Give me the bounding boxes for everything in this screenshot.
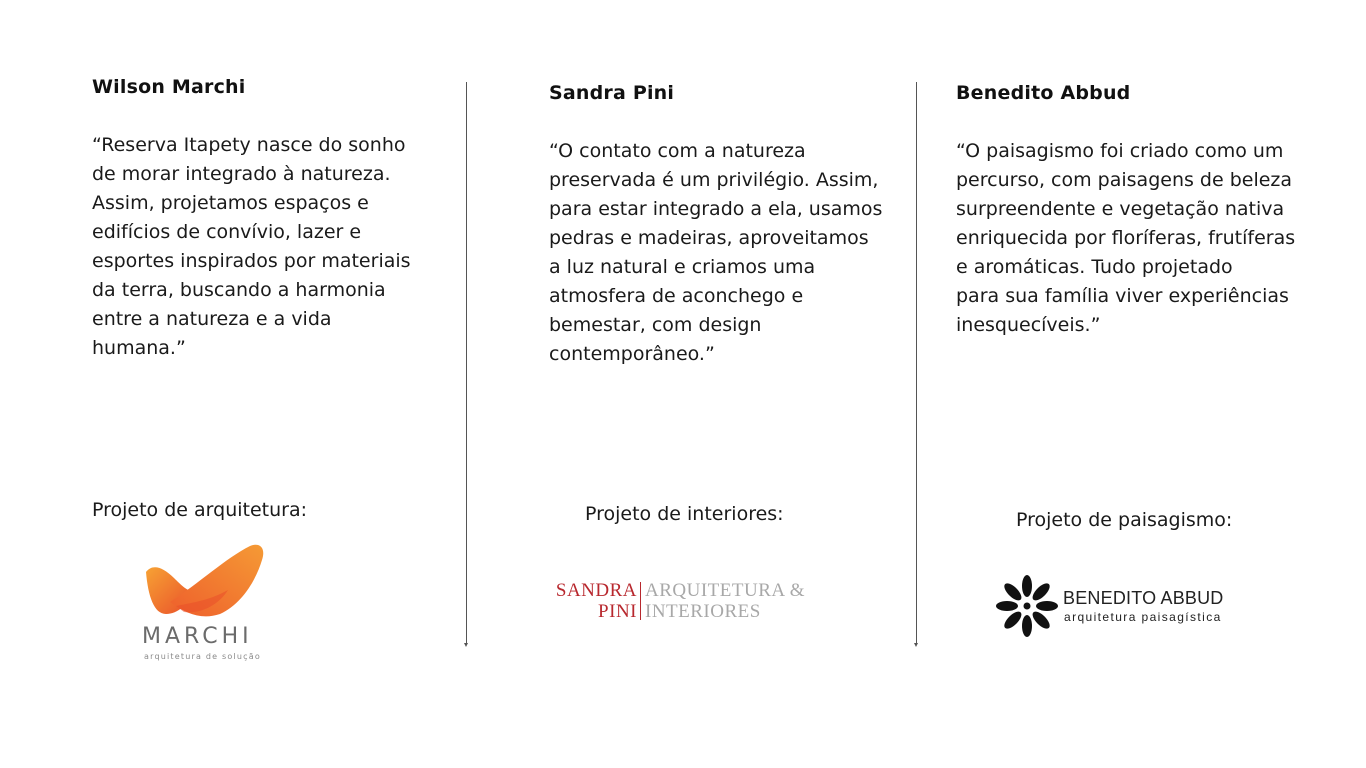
sandra-pini-name <box>556 580 637 622</box>
marchi-ribbon-logo-icon <box>138 544 268 624</box>
architecture-role-label: Projeto de arquitetura: <box>92 499 308 521</box>
landscaping-role-label: Projeto de paisagismo: <box>1016 509 1233 531</box>
quote-line: preservada é um privilégio. Assim, <box>549 169 879 191</box>
sandra-pini-name-line1: SANDRA <box>555 580 637 601</box>
sandra-pini-description <box>645 580 805 622</box>
benedito-abbud-name: BENEDITO ABBUD <box>1063 588 1224 608</box>
quote-line: humana.” <box>92 337 186 359</box>
quote-line: “O paisagismo foi criado como um <box>956 140 1284 162</box>
quote-line: de morar integrado à natureza. <box>92 163 391 185</box>
sandra-pini-logo <box>555 580 813 624</box>
architect-quote <box>92 131 442 363</box>
flower-icon <box>996 574 1058 638</box>
quote-line: bemestar, com design <box>549 314 762 336</box>
sandra-pini-logo-separator <box>640 582 641 620</box>
quote-line: contemporâneo.” <box>549 343 715 365</box>
quote-line: entre a natureza e a vida <box>92 308 332 330</box>
quote-line: Assim, projetamos espaços e <box>92 192 369 214</box>
column-divider <box>916 82 917 644</box>
quote-line: edifícios de convívio, lazer e <box>92 221 362 243</box>
interior-designer-column <box>549 82 894 369</box>
designer-name: Sandra Pini <box>549 82 675 104</box>
benedito-abbud-logo <box>996 574 1236 640</box>
quote-line: percurso, com paisagens de beleza <box>956 169 1293 191</box>
sandra-pini-name-line2: PINI <box>598 601 637 622</box>
interiors-role-label: Projeto de interiores: <box>585 503 784 525</box>
sandra-pini-desc-line1: ARQUITETURA & <box>645 580 806 601</box>
quote-line: esportes inspirados por materiais <box>92 250 411 272</box>
landscaper-column <box>956 82 1326 340</box>
quote-line: para sua família viver experiências <box>956 285 1289 307</box>
marchi-tagline: arquitetura de solução <box>144 652 261 661</box>
column-divider <box>466 82 467 644</box>
quote-line: “O contato com a natureza <box>549 140 806 162</box>
quote-line: a luz natural e criamos uma <box>549 256 816 278</box>
architect-column <box>92 76 442 363</box>
sandra-pini-desc-line2: INTERIORES <box>645 601 761 622</box>
quote-line: para estar integrado a ela, usamos <box>549 198 883 220</box>
quote-line: enriquecida por floríferas, frutíferas <box>956 227 1296 249</box>
designer-quote <box>549 137 894 369</box>
benedito-abbud-tagline: arquitetura paisagística <box>1064 610 1222 624</box>
quote-line: da terra, buscando a harmonia <box>92 279 386 301</box>
quote-line: “Reserva Itapety nasce do sonho <box>92 134 406 156</box>
landscaper-quote <box>956 137 1326 340</box>
marchi-wordmark: MARCHI <box>142 624 253 649</box>
architect-name: Wilson Marchi <box>92 76 246 98</box>
marchi-logo <box>138 544 268 664</box>
quote-line: e aromáticas. Tudo projetado <box>956 256 1233 278</box>
quote-line: atmosfera de aconchego e <box>549 285 804 307</box>
quote-line: inesquecíveis.” <box>956 314 1101 336</box>
quote-line: pedras e madeiras, aproveitamos <box>549 227 869 249</box>
quote-line: surpreendente e vegetação nativa <box>956 198 1285 220</box>
landscaper-name: Benedito Abbud <box>956 82 1131 104</box>
